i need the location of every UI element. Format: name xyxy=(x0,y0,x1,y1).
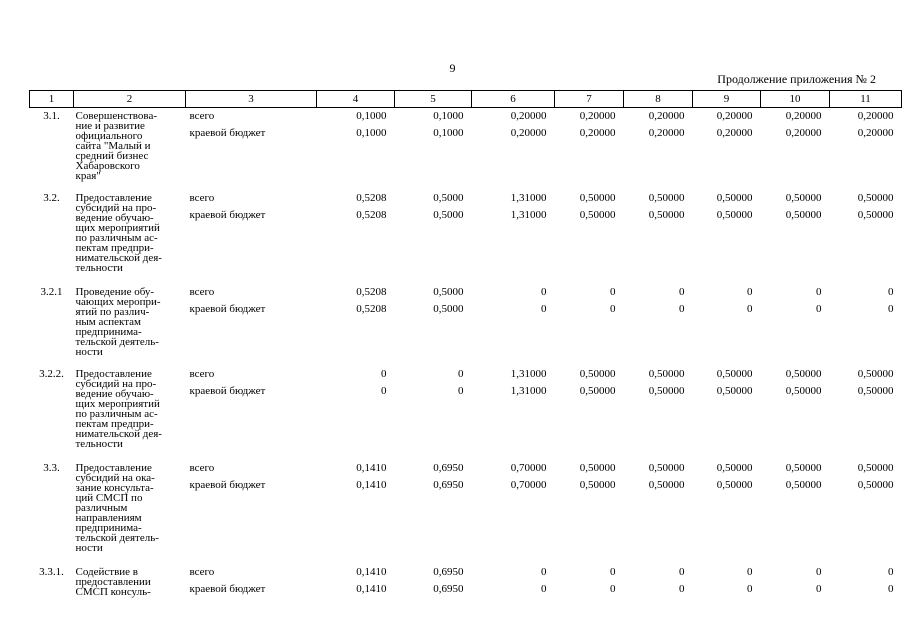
continuation-label: Продолжение приложения № 2 xyxy=(717,72,876,86)
value-text: 0,50000 xyxy=(785,367,822,380)
column-header: 6 xyxy=(472,91,555,108)
value-text: 0 xyxy=(679,565,685,578)
row-name-text: Предоставление субсидий на про- ведение обучаю- щих мероприятий по различным ас- пектам предпри- нимательской дея- тельности xyxy=(75,191,162,274)
value-text: 0 xyxy=(816,302,822,315)
funding-source-label: всего xyxy=(189,461,215,474)
value-cell xyxy=(317,564,395,624)
row-name xyxy=(74,366,186,460)
value-text: 0 xyxy=(541,565,547,578)
value-text: 0 xyxy=(458,367,464,380)
value-cell xyxy=(830,190,902,284)
table-row xyxy=(30,108,902,190)
value-cell xyxy=(555,460,624,564)
funding-source-label: краевой бюджет xyxy=(189,302,266,315)
value-text: 0,50000 xyxy=(857,478,894,491)
row-name xyxy=(74,190,186,284)
value-text: 0,50000 xyxy=(579,208,616,221)
value-text: 0 xyxy=(610,565,616,578)
row-name-text: Предоставление субсидий на ока- зание консульта- ций СМСП по различным направлениям предпринима- тельской деятель- ности xyxy=(75,461,159,554)
value-text: 0,50000 xyxy=(785,208,822,221)
column-header: 10 xyxy=(761,91,830,108)
value-text: 0 xyxy=(747,302,753,315)
column-header: 3 xyxy=(186,91,317,108)
funding-source-label: краевой бюджет xyxy=(189,582,266,595)
value-cell xyxy=(317,460,395,564)
value-text: 0,50000 xyxy=(648,384,685,397)
value-cell xyxy=(693,108,761,190)
column-header: 9 xyxy=(693,91,761,108)
value-text: 0 xyxy=(679,582,685,595)
value-text: 0 xyxy=(541,302,547,315)
header-row xyxy=(30,91,902,108)
value-text: 0,20000 xyxy=(648,127,685,139)
value-text: 0,1410 xyxy=(356,461,387,474)
value-text: 0,20000 xyxy=(648,110,685,122)
value-text: 0,6950 xyxy=(433,582,464,595)
value-cell xyxy=(472,284,555,366)
value-cell xyxy=(761,460,830,564)
value-text: 0,70000 xyxy=(510,478,547,491)
row-name-text: Совершенствова- ние и развитие официального сайта "Малый и средний бизнес Хабаровского края" xyxy=(75,110,157,182)
value-text: 0,1410 xyxy=(356,478,387,491)
page-number: 9 xyxy=(449,61,456,75)
value-cell xyxy=(555,108,624,190)
funding-source xyxy=(186,366,317,460)
value-cell xyxy=(830,284,902,366)
value-text: 0 xyxy=(610,582,616,595)
column-header: 5 xyxy=(395,91,472,108)
value-cell xyxy=(472,108,555,190)
row-name-text: Предоставление субсидий на про- ведение обучаю- щих мероприятий по различным ас- пектам предпри- нимательской дея- тельности xyxy=(75,367,162,450)
value-text: 0,20000 xyxy=(510,127,547,139)
value-text: 0,50000 xyxy=(579,478,616,491)
column-header: 8 xyxy=(624,91,693,108)
value-text: 0,5208 xyxy=(356,208,387,221)
value-text: 0,50000 xyxy=(716,367,753,380)
row-name xyxy=(74,108,186,190)
funding-source-label: краевой бюджет xyxy=(189,127,266,139)
value-text: 0,1000 xyxy=(433,127,464,139)
row-number xyxy=(30,366,74,460)
value-text: 0 xyxy=(816,565,822,578)
value-text: 0,50000 xyxy=(579,384,616,397)
value-text: 0 xyxy=(610,302,616,315)
value-cell xyxy=(830,108,902,190)
value-text: 0 xyxy=(888,565,894,578)
value-text: 0,50000 xyxy=(648,367,685,380)
value-cell xyxy=(624,108,693,190)
value-text: 1,31000 xyxy=(510,384,547,397)
funding-source xyxy=(186,284,317,366)
value-text: 0 xyxy=(816,582,822,595)
value-text: 0,1410 xyxy=(356,565,387,578)
value-cell xyxy=(395,190,472,284)
column-header: 4 xyxy=(317,91,395,108)
value-text: 0,50000 xyxy=(716,208,753,221)
value-text: 0,50000 xyxy=(785,478,822,491)
value-cell xyxy=(624,564,693,624)
funding-source xyxy=(186,564,317,624)
value-text: 0,1000 xyxy=(356,110,387,122)
value-text: 0,50000 xyxy=(857,384,894,397)
value-cell xyxy=(830,564,902,624)
value-text: 0,20000 xyxy=(785,110,822,122)
value-text: 0 xyxy=(381,367,387,380)
value-cell xyxy=(693,460,761,564)
value-cell xyxy=(472,460,555,564)
value-cell xyxy=(830,366,902,460)
value-cell xyxy=(472,366,555,460)
value-text: 0,1000 xyxy=(433,110,464,122)
row-number xyxy=(30,284,74,366)
value-cell xyxy=(395,284,472,366)
value-text: 0,50000 xyxy=(579,367,616,380)
value-cell xyxy=(830,460,902,564)
funding-source-label: всего xyxy=(189,191,215,204)
value-cell xyxy=(761,108,830,190)
value-text: 0,5000 xyxy=(433,208,464,221)
value-text: 1,31000 xyxy=(510,191,547,204)
value-text: 1,31000 xyxy=(510,208,547,221)
value-text: 0 xyxy=(458,384,464,397)
value-cell xyxy=(317,284,395,366)
value-text: 0 xyxy=(747,582,753,595)
row-name xyxy=(74,284,186,366)
value-cell xyxy=(395,108,472,190)
value-text: 0 xyxy=(888,582,894,595)
value-text: 0,50000 xyxy=(648,191,685,204)
row-number-text: 3.1. xyxy=(43,110,60,122)
value-text: 0,20000 xyxy=(579,110,616,122)
funding-source-label: всего xyxy=(189,367,215,380)
value-text: 0,20000 xyxy=(716,127,753,139)
value-text: 0,5000 xyxy=(433,285,464,298)
table-row xyxy=(30,284,902,366)
value-cell xyxy=(395,564,472,624)
value-cell xyxy=(555,284,624,366)
value-text: 0,50000 xyxy=(648,478,685,491)
row-number-text: 3.3.1. xyxy=(39,565,64,578)
table-row xyxy=(30,366,902,460)
value-text: 0,50000 xyxy=(857,208,894,221)
value-text: 0,50000 xyxy=(648,461,685,474)
value-text: 0,50000 xyxy=(579,461,616,474)
row-number xyxy=(30,564,74,624)
funding-source-label: краевой бюджет xyxy=(189,208,266,221)
value-cell xyxy=(624,366,693,460)
value-text: 0 xyxy=(610,285,616,298)
value-text: 0,20000 xyxy=(716,110,753,122)
value-text: 0,1410 xyxy=(356,582,387,595)
value-text: 0 xyxy=(541,582,547,595)
funding-source-label: всего xyxy=(189,565,215,578)
value-text: 0 xyxy=(381,384,387,397)
column-header: 1 xyxy=(30,91,74,108)
value-cell xyxy=(395,460,472,564)
row-number-text: 3.2.2. xyxy=(39,367,64,380)
value-cell xyxy=(761,366,830,460)
value-cell xyxy=(693,366,761,460)
row-number-text: 3.2.1 xyxy=(40,285,63,298)
value-cell xyxy=(555,564,624,624)
value-cell xyxy=(761,564,830,624)
value-cell xyxy=(693,284,761,366)
value-text: 0 xyxy=(888,302,894,315)
value-text: 0,6950 xyxy=(433,478,464,491)
value-cell xyxy=(317,366,395,460)
value-cell xyxy=(317,108,395,190)
funding-source-label: всего xyxy=(189,285,215,298)
value-cell xyxy=(624,284,693,366)
value-text: 0,1000 xyxy=(356,127,387,139)
value-cell xyxy=(624,460,693,564)
row-name-text: Содействие в предоставлении СМСП консуль- xyxy=(75,565,151,598)
row-name xyxy=(74,460,186,564)
row-name xyxy=(74,564,186,624)
value-text: 0 xyxy=(679,302,685,315)
value-text: 0,50000 xyxy=(857,461,894,474)
value-cell xyxy=(693,564,761,624)
value-cell xyxy=(472,190,555,284)
row-number xyxy=(30,108,74,190)
value-text: 0,20000 xyxy=(579,127,616,139)
value-text: 0,50000 xyxy=(785,461,822,474)
value-cell xyxy=(472,564,555,624)
value-text: 0,6950 xyxy=(433,461,464,474)
value-text: 0,50000 xyxy=(716,461,753,474)
value-text: 0 xyxy=(541,285,547,298)
column-header: 11 xyxy=(830,91,902,108)
row-number-text: 3.3. xyxy=(43,461,60,474)
value-cell xyxy=(693,190,761,284)
value-text: 0,50000 xyxy=(785,191,822,204)
funding-source xyxy=(186,460,317,564)
value-text: 0 xyxy=(888,285,894,298)
value-text: 0,50000 xyxy=(716,191,753,204)
value-text: 0 xyxy=(747,285,753,298)
funding-source-label: всего xyxy=(189,110,215,122)
value-text: 0,20000 xyxy=(510,110,547,122)
row-number xyxy=(30,190,74,284)
value-text: 0,5208 xyxy=(356,191,387,204)
value-text: 0,5208 xyxy=(356,285,387,298)
table-row xyxy=(30,190,902,284)
table-row xyxy=(30,564,902,624)
value-text: 0,6950 xyxy=(433,565,464,578)
funding-source-label: краевой бюджет xyxy=(189,478,266,491)
table-row xyxy=(30,460,902,564)
row-number-text: 3.2. xyxy=(43,191,60,204)
value-text: 0 xyxy=(679,285,685,298)
value-text: 0,5000 xyxy=(433,302,464,315)
value-text: 0,20000 xyxy=(857,110,894,122)
value-cell xyxy=(555,366,624,460)
value-text: 0,5208 xyxy=(356,302,387,315)
value-text: 0,20000 xyxy=(857,127,894,139)
value-text: 0,20000 xyxy=(785,127,822,139)
value-cell xyxy=(624,190,693,284)
value-text: 0,50000 xyxy=(857,367,894,380)
value-text: 0,50000 xyxy=(716,478,753,491)
value-text: 0,70000 xyxy=(510,461,547,474)
row-name-text: Проведение обу- чающих меропри- ятий по различ- ным аспектам предпринима- тельской деятель- ности xyxy=(75,285,161,358)
row-number xyxy=(30,460,74,564)
value-text: 0,5000 xyxy=(433,191,464,204)
column-header: 2 xyxy=(74,91,186,108)
funding-source-label: краевой бюджет xyxy=(189,384,266,397)
value-cell xyxy=(761,190,830,284)
value-text: 1,31000 xyxy=(510,367,547,380)
value-cell xyxy=(317,190,395,284)
value-text: 0 xyxy=(747,565,753,578)
value-cell xyxy=(555,190,624,284)
funding-source xyxy=(186,190,317,284)
value-text: 0,50000 xyxy=(716,384,753,397)
value-text: 0,50000 xyxy=(579,191,616,204)
value-cell xyxy=(395,366,472,460)
budget-table xyxy=(29,90,902,624)
value-text: 0,50000 xyxy=(857,191,894,204)
funding-source xyxy=(186,108,317,190)
value-text: 0,50000 xyxy=(785,384,822,397)
value-cell xyxy=(761,284,830,366)
column-header: 7 xyxy=(555,91,624,108)
value-text: 0 xyxy=(816,285,822,298)
value-text: 0,50000 xyxy=(648,208,685,221)
